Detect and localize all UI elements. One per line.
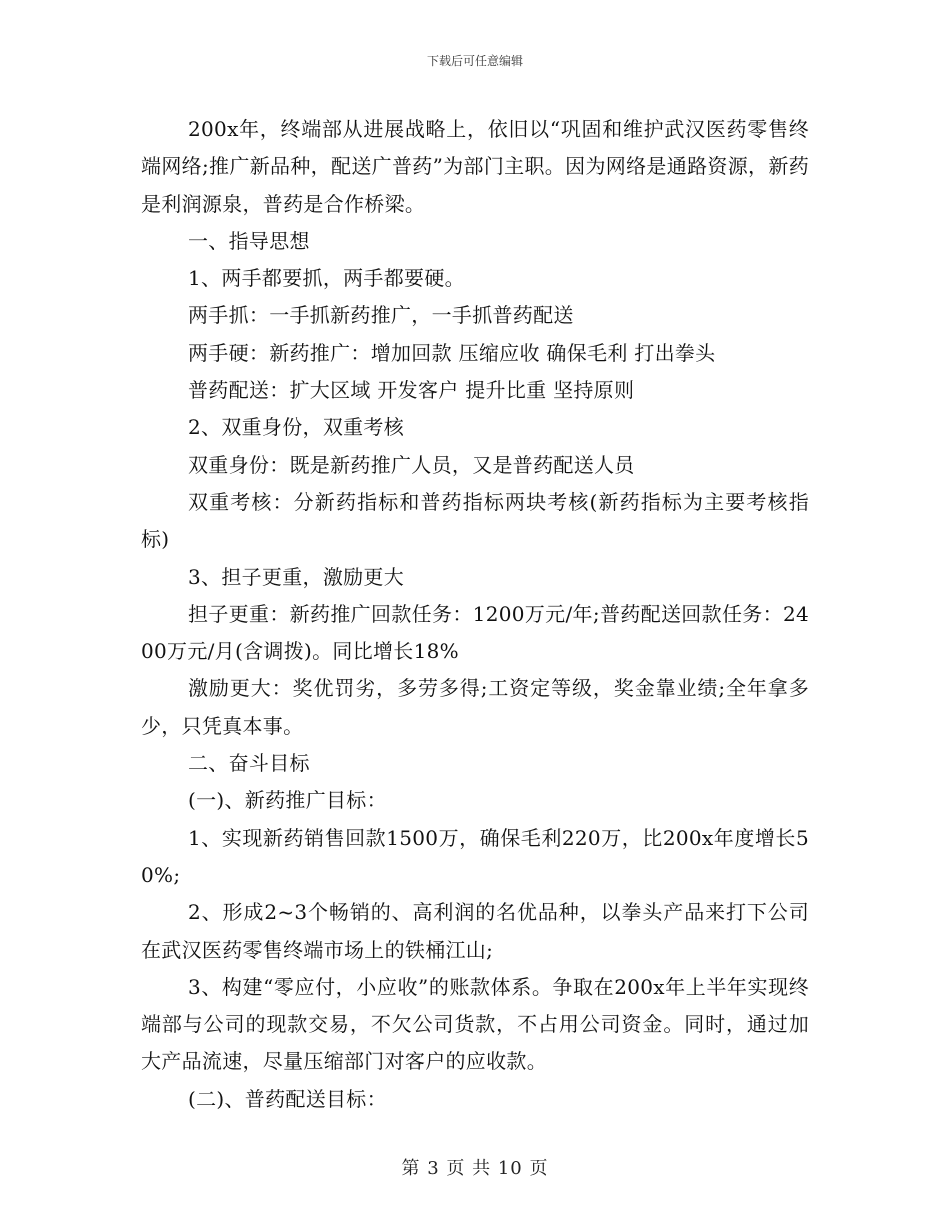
subheading-new-drug-goals: (一)、新药推广目标：: [188, 788, 387, 813]
paragraph-dual-assessment: 双重考核：分新药指标和普药指标两块考核(新药指标为主要考核指标): [141, 489, 809, 552]
paragraph-general-drug-distribution: 普药配送：扩大区域 开发客户 提升比重 坚持原则: [188, 378, 635, 403]
paragraph-greater-incentive: 激励更大：奖优罚劣，多劳多得;工资定等级，奖金靠业绩;全年拿多少，只凭真本事。: [141, 676, 809, 738]
paragraph-dual-identity: 双重身份：既是新药推广人员，又是普药配送人员: [188, 452, 635, 477]
subheading-two-hands: 1、两手都要抓，两手都要硬。: [188, 266, 465, 291]
subheading-dual-identity: 2、双重身份，双重考核: [188, 415, 405, 440]
paragraph-two-hands-grasp: 两手抓：一手抓新药推广，一手抓普药配送: [188, 303, 574, 328]
heading-guiding-ideology: 一、指导思想: [188, 228, 310, 253]
page-footer: 第 3 页 共 10 页: [401, 1158, 549, 1179]
paragraph-goal-3: 3、构建“零应付，小应收”的账款体系。争取在200x年上半年实现终端部与公司的现款交易，不欠公司货款，不占用公司资金。同时，通过加大产品流速，尽量压缩部门对客户的应收款。: [141, 974, 809, 1074]
document-body: [141, 111, 809, 1118]
subheading-heavier-burden: 3、担子更重，激励更大: [188, 564, 405, 589]
heading-goals: 二、奋斗目标: [188, 751, 310, 776]
paragraph-goal-2: 2、形成2~3个畅销的、高利润的名优品种，以拳头产品来打下公司在武汉医药零售终端市场上的铁桶江山;: [141, 900, 809, 962]
paragraph-intro: 200x年，终端部从进展战略上，依旧以“巩固和维护武汉医药零售终端网络;推广新品种，配送广普药”为部门主职。因为网络是通路资源，新药是利润源泉，普药是合作桥梁。: [141, 117, 809, 216]
subheading-general-drug-goals: (二)、普药配送目标：: [188, 1086, 387, 1111]
page-header: 下载后可任意编辑: [426, 54, 523, 68]
paragraph-heavier-burden: 担子更重：新药推广回款任务：1200万元/年;普药配送回款任务：2400万元/月(含调拨)。同比增长18%: [141, 601, 809, 664]
paragraph-goal-1: 1、实现新药销售回款1500万，确保毛利220万，比200x年度增长50%;: [141, 825, 809, 887]
paragraph-two-hands-firm: 两手硬：新药推广：增加回款 压缩应收 确保毛利 打出拳头: [188, 340, 716, 365]
